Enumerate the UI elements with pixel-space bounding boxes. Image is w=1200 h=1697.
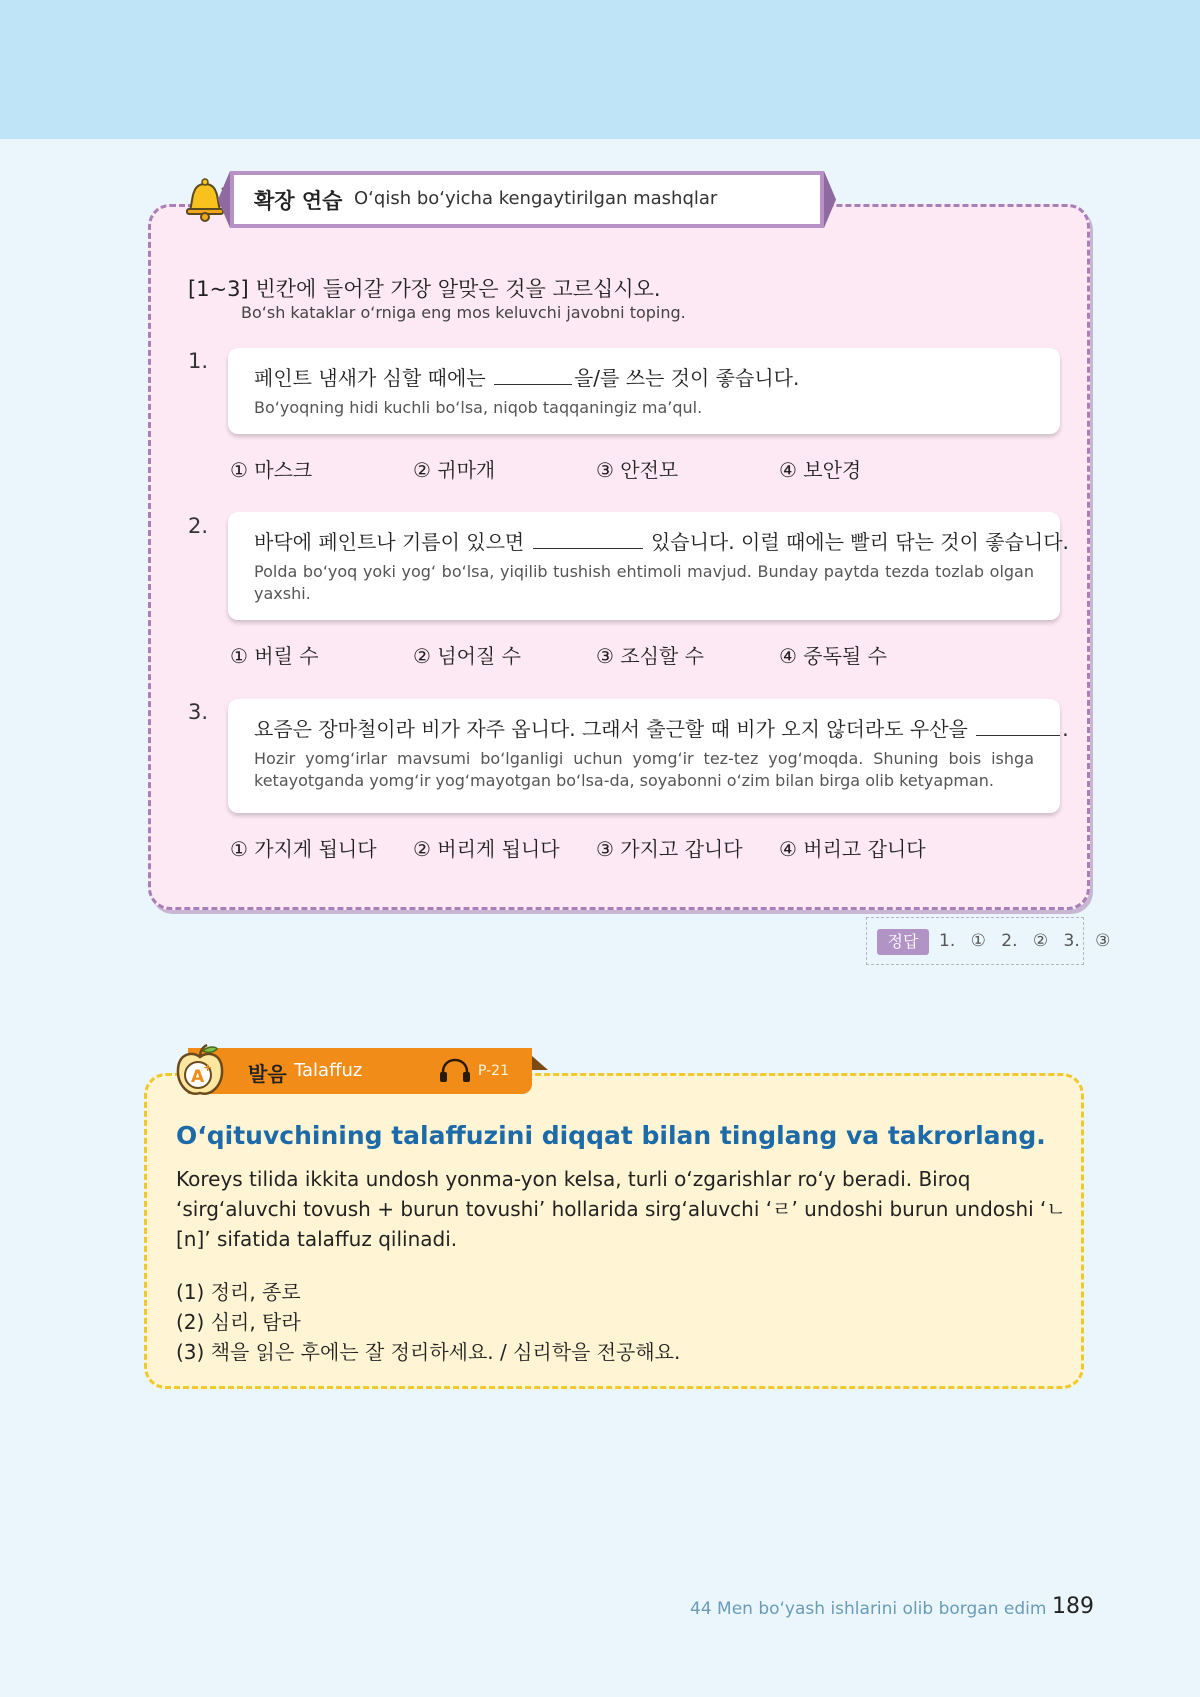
option-2[interactable]: ② 귀마개 [413,458,496,482]
question-number: 2. [188,514,209,538]
option-3[interactable]: ③ 조심할 수 [596,644,704,668]
question-number: 3. [188,700,209,724]
question-translation: Polda bo‘yoq yoki yog‘ bo‘lsa, yiqilib tushish ehtimoli mavjud. Bunday paytda tezda tozlab olgan yaxshi. [254,562,1034,603]
question-text-before: 바닥에 페인트나 기름이 있으면 [254,530,525,554]
option-2[interactable]: ② 버리게 됩니다 [413,837,560,861]
pronunciation-title-uz: Talaffuz [294,1060,363,1081]
apple-grade-icon [173,1043,227,1099]
question-sentence [254,362,1034,391]
pronunciation-example: (1) 정리, 종로 [176,1280,301,1304]
question-translation: Bo‘yoqning hidi kuchli bo‘lsa, niqob taqqaningiz ma’qul. [254,398,703,417]
option-4[interactable]: ④ 버리고 갑니다 [779,837,926,861]
answer-blank [494,366,572,385]
question-text-before: 페인트 냄새가 심할 때에는 [254,366,486,390]
option-1[interactable]: ① 가지게 됩니다 [230,837,377,861]
question-text-before: 요즘은 장마철이라 비가 자주 옵니다. 그래서 출근할 때 비가 오지 않더라도 우산을 [254,717,968,741]
audio-track-label: P-21 [478,1063,510,1079]
option-1[interactable]: ① 버릴 수 [230,644,319,668]
answer-key [866,917,1111,965]
option-1[interactable]: ① 마스크 [230,458,313,482]
answer-blank [533,530,643,549]
option-3[interactable]: ③ 가지고 갑니다 [596,837,743,861]
pronunciation-title-ko: 발음 [248,1062,287,1086]
instruction-uz: Bo‘sh kataklar o‘rniga eng mos keluvchi javobni toping. [241,303,686,322]
pronunciation-example: (2) 심리, 탐라 [176,1310,301,1334]
question-card [228,512,1069,620]
question-translation: Hozir yomg‘irlar mavsumi bo‘lganligi uchun yomg‘ir tez-tez yog‘moqda. Shuning bois ishga ketayotganda yomg‘ir yog‘mayotgan bo‘lsa-da, soyabonni o‘zim bilan birga olib ketyapman. [254,749,1034,790]
extension-title-ribbon [230,171,824,228]
pronunciation-heading: O‘qituvchining talaffuzini diqqat bilan tinglang va takrorlang. [176,1121,1046,1150]
answer-blank [976,717,1060,736]
option-3[interactable]: ③ 안전모 [596,458,679,482]
question-card [228,699,1069,813]
option-4[interactable]: ④ 중독될 수 [779,644,887,668]
option-2[interactable]: ② 넘어질 수 [413,644,521,668]
extension-title-uz: O‘qish bo‘yicha kengaytirilgan mashqlar [354,188,718,209]
top-color-band [0,0,1200,139]
svg-text:A: A [191,1067,205,1087]
pronunciation-explanation: Koreys tilida ikkita undosh yonma-yon kelsa, turli o‘zgarishlar ro‘y beradi. Biroq ‘sirg‘aluvchi tovush + burun tovushi’ hollarida sirg‘aluvchi ‘ㄹ’ undoshi burun undoshi ‘ㄴ[n]’ sifatida talaffuz qilinadi. [176,1167,1066,1251]
question-text-after: 을/를 쓰는 것이 좋습니다. [573,366,800,390]
question-card [228,348,1060,434]
option-4[interactable]: ④ 보안경 [779,458,862,482]
instruction-ko: [1~3] 빈칸에 들어갈 가장 알맞은 것을 고르십시오. [188,277,661,301]
pronunciation-tab [188,1048,532,1094]
question-text-after: 있습니다. 이럴 때에는 빨리 닦는 것이 좋습니다. [650,530,1069,554]
svg-text:+: + [203,1061,213,1074]
extension-title-ko: 확장 연습 [254,189,343,213]
footer-lesson-title: 44 Men bo‘yash ishlarini olib borgan edim [690,1599,1047,1619]
question-number: 1. [188,349,209,373]
answer-key-values: 1. ① 2. ② 3. ③ [939,931,1111,951]
question-sentence [254,526,1069,555]
question-text-after: . [1062,717,1069,741]
page-number: 189 [1052,1594,1094,1619]
headphones-icon[interactable] [438,1058,472,1084]
question-sentence [254,713,1069,742]
answer-key-label: 정답 [877,929,929,955]
pronunciation-example: (3) 책을 읽은 후에는 잘 정리하세요. / 심리학을 전공해요. [176,1340,681,1364]
